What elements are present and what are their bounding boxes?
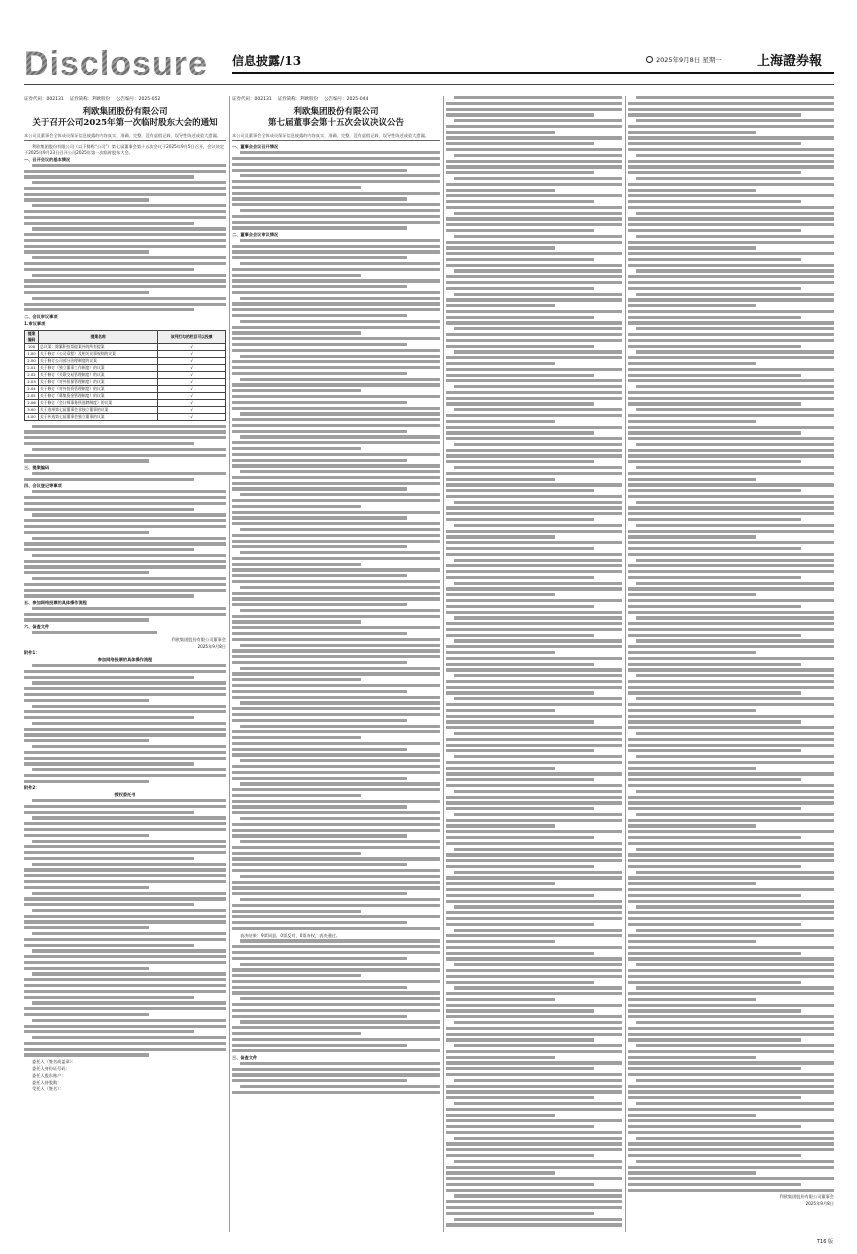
section-heading: 四、会议登记等事项 bbox=[24, 483, 62, 489]
date-icon bbox=[646, 56, 653, 63]
proposal-name: 关于修订《对外投资管理制度》的议案 bbox=[39, 385, 158, 392]
proposal-check: √ bbox=[158, 385, 226, 392]
signature-company: 利欧集团股份有限公司董事会 bbox=[779, 1194, 834, 1200]
body-text bbox=[24, 490, 226, 597]
table-row bbox=[25, 371, 226, 378]
body-text bbox=[232, 1062, 440, 1094]
body-text bbox=[24, 799, 226, 1057]
proposal-check: √ bbox=[158, 399, 226, 406]
company-name: 利欧集团股份有限公司 bbox=[82, 107, 168, 117]
proxy-field: 委托人股东账户： bbox=[32, 1072, 66, 1078]
proposal-code: 2.04 bbox=[25, 385, 39, 392]
signature-date: 2025年9月8日 bbox=[805, 1201, 834, 1207]
proposal-check: √ bbox=[158, 392, 226, 399]
proposal-check: √ bbox=[158, 371, 226, 378]
page-label: T16 版 bbox=[816, 1239, 833, 1245]
sub-heading: 1.审议事项 bbox=[24, 320, 46, 326]
proxy-field: 委托人（签名或盖章）： bbox=[32, 1059, 76, 1065]
stock-info bbox=[24, 96, 226, 102]
column-divider bbox=[229, 96, 230, 1232]
proposal-check: √ bbox=[158, 364, 226, 371]
vote-result: 表决结果：9票同意，0票反对，0票弃权，表决通过。 bbox=[240, 932, 341, 938]
body-text bbox=[24, 664, 226, 783]
proposal-name: 关于修订公司部分治理制度的议案 bbox=[39, 357, 158, 364]
notice-column-4 bbox=[628, 96, 834, 1232]
notice-number: 公告编号：2025-052 bbox=[116, 97, 161, 102]
body-text bbox=[24, 631, 226, 634]
proposal-name: 关于修订《独立董事工作制度》的议案 bbox=[39, 364, 158, 371]
notice-title: 关于召开公司2025年第一次临时股东大会的通知 bbox=[32, 118, 218, 128]
proposal-check: √ bbox=[158, 343, 226, 350]
table-row bbox=[25, 413, 226, 420]
proxy-form-fields bbox=[24, 1059, 226, 1092]
header-rule bbox=[232, 72, 834, 74]
proposal-code: 2.06 bbox=[25, 399, 39, 406]
section-word-logo: Disclosure bbox=[24, 44, 230, 84]
body-text bbox=[232, 151, 440, 229]
proposal-check: √ bbox=[158, 406, 226, 413]
section-heading: 二、会议审议事项 bbox=[24, 314, 58, 320]
proposal-check: √ bbox=[158, 378, 226, 385]
table-row bbox=[25, 406, 226, 413]
signature-date: 2025年9月8日 bbox=[197, 643, 226, 649]
body-text bbox=[628, 96, 834, 1192]
attachment-label: 附件2： bbox=[24, 785, 40, 791]
table-header: 提案编码 bbox=[25, 330, 39, 343]
section-heading: 三、备查文件 bbox=[232, 1055, 258, 1061]
signature-company: 利欧集团股份有限公司董事会 bbox=[171, 636, 226, 642]
notice-title: 第七届董事会第十五次会议决议公告 bbox=[267, 118, 404, 128]
proposal-code: 2.01 bbox=[25, 364, 39, 371]
body-text bbox=[446, 96, 622, 1227]
proposal-name: 关于修订《募集资金管理制度》的议案 bbox=[39, 392, 158, 399]
body-text bbox=[24, 164, 226, 312]
newspaper-name: 上海證券報 bbox=[757, 54, 823, 69]
disclaimer: 本公司及董事会全体成员保证信息披露的内容真实、准确、完整，没有虚假记载、误导性陈述或重大遗漏。 bbox=[24, 133, 226, 142]
notice-column-2 bbox=[232, 96, 440, 1232]
proposal-check: √ bbox=[158, 350, 226, 357]
attachment-title: 授权委托书 bbox=[114, 792, 136, 798]
lead-paragraph: 利欧集团股份有限公司（以下简称“公司”）第七届董事会第十五次会议于2025年9月5日召开，会议决定于2025年9月23日召开公司2025年第一次临时股东大会。 bbox=[24, 144, 225, 156]
proposal-code: 2.05 bbox=[25, 392, 39, 399]
proposal-code: 4.00 bbox=[25, 413, 39, 420]
notice-column-1 bbox=[24, 96, 226, 1232]
issue-date: 2025年9月8日 星期一 bbox=[656, 56, 722, 64]
company-name: 利欧集团股份有限公司 bbox=[293, 107, 379, 117]
body-text bbox=[24, 472, 226, 481]
table-row bbox=[25, 399, 226, 406]
proposal-code: 2.00 bbox=[25, 357, 39, 364]
stock-short-name: 证券简称：利欧股份 bbox=[69, 97, 111, 102]
stock-info bbox=[232, 96, 440, 102]
proposal-name: 关于修订《会计师事务所选聘制度》的议案 bbox=[39, 399, 158, 406]
table-row bbox=[25, 350, 226, 357]
proxy-field: 委托人持股数： bbox=[32, 1079, 62, 1085]
masthead bbox=[0, 0, 857, 83]
section-heading: 二、董事会会议审议情况 bbox=[232, 232, 279, 238]
body-text bbox=[232, 939, 440, 1052]
proposal-name: 关于修订《对外担保管理制度》的议案 bbox=[39, 378, 158, 385]
attachment-title: 参加网络投票的具体操作流程 bbox=[97, 657, 153, 663]
notice-number: 公告编号：2025-044 bbox=[324, 97, 369, 102]
stock-code: 证券代码：002131 bbox=[232, 97, 272, 102]
proposal-name: 总议案：除累积投票提案外的所有提案 bbox=[39, 343, 158, 350]
body-text bbox=[232, 239, 440, 930]
section-heading: 一、召开会议的基本情况 bbox=[24, 156, 71, 162]
table-row bbox=[25, 343, 226, 350]
disclaimer: 本公司及董事会全体成员保证信息披露的内容真实、准确、完整，没有虚假记载、误导性陈述或重大遗漏。 bbox=[232, 133, 440, 142]
proposal-code: 2.03 bbox=[25, 378, 39, 385]
proposal-name: 关于修订《公司章程》及相关议事规则的议案 bbox=[39, 350, 158, 357]
proposal-code: 2.02 bbox=[25, 371, 39, 378]
section-heading: 五、参加网络投票的具体操作流程 bbox=[24, 600, 87, 606]
table-row bbox=[25, 378, 226, 385]
proposal-name: 关于补选第七届董事会独立董事的议案 bbox=[39, 413, 158, 420]
table-row bbox=[25, 385, 226, 392]
body-text bbox=[24, 425, 226, 463]
proxy-field: 受托人（签名）： bbox=[32, 1086, 64, 1092]
stock-code: 证券代码：002131 bbox=[24, 97, 64, 102]
body-text bbox=[24, 607, 226, 622]
column-divider bbox=[443, 96, 444, 1232]
header-rule-thin bbox=[24, 84, 834, 85]
attachment-label: 附件1： bbox=[24, 650, 40, 656]
proposal-table bbox=[24, 330, 226, 421]
proposal-name: 关于修订《关联交易管理制度》的议案 bbox=[39, 371, 158, 378]
table-row bbox=[25, 357, 226, 364]
proposal-code: 1.00 bbox=[25, 350, 39, 357]
table-row bbox=[25, 392, 226, 399]
table-header: 该列打勾的栏目可以投票 bbox=[158, 330, 226, 343]
column-divider bbox=[625, 96, 626, 1232]
section-heading: 一、董事会会议召开情况 bbox=[232, 144, 279, 150]
notice-column-3 bbox=[446, 96, 622, 1232]
table-header: 提案名称 bbox=[39, 330, 158, 343]
proposal-code: 3.00 bbox=[25, 406, 39, 413]
proposal-code: 100 bbox=[25, 343, 39, 350]
proposal-check: √ bbox=[158, 357, 226, 364]
table-row bbox=[25, 364, 226, 371]
section-heading: 三、提案编码 bbox=[24, 465, 50, 471]
section-title: 信息披露/13 bbox=[232, 54, 302, 68]
proposal-name: 关于选举第七届董事会非独立董事的议案 bbox=[39, 406, 158, 413]
section-heading: 六、备查文件 bbox=[24, 624, 50, 630]
stock-short-name: 证券简称：利欧股份 bbox=[277, 97, 319, 102]
proposal-check: √ bbox=[158, 413, 226, 420]
proxy-field: 委托人身份证号码： bbox=[32, 1065, 70, 1071]
